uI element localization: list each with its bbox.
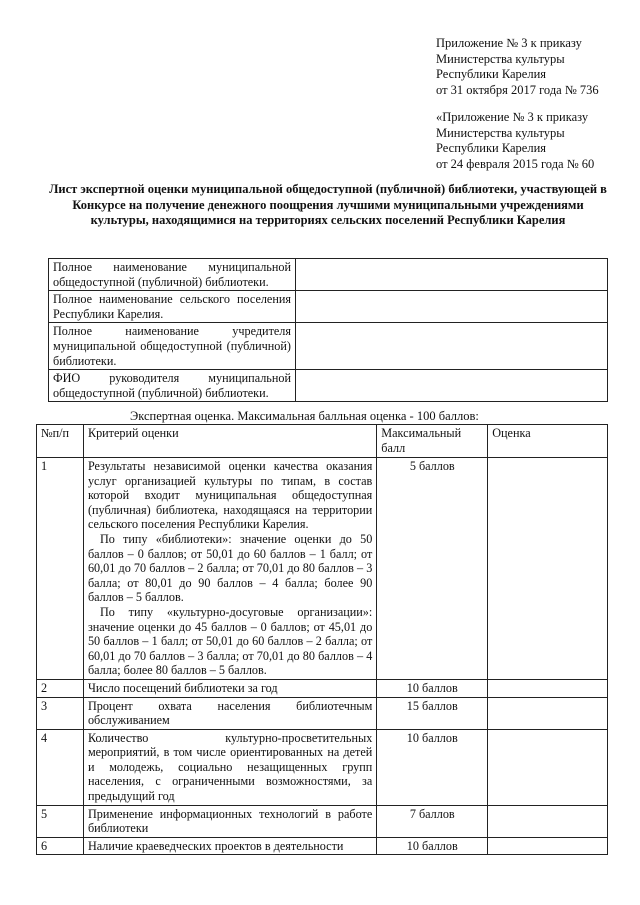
- criteria-table: [36, 424, 608, 855]
- criterion-paragraph: По типу «культурно-досуговые организации»: значение оценки до 45 баллов – 0 баллов; от 45,01 до 50 баллов – 1 балл; от 50,01 до 60 баллов – 2 балла; от 60,01 до 70 баллов – 3 балла; от 70,01 до 80 баллов – 4 балла; более 80 баллов – 5 баллов.: [87, 604, 373, 678]
- max-score: 10 баллов: [377, 729, 488, 805]
- max-score: 5 баллов: [377, 458, 488, 680]
- appendix-line: от 31 октября 2017 года № 736: [436, 82, 599, 97]
- max-score: 7 баллов: [377, 805, 488, 837]
- max-score: 15 баллов: [377, 697, 488, 729]
- appendix-previous-order: [436, 110, 594, 172]
- row-number: 1: [37, 458, 84, 680]
- table-row: [37, 458, 608, 680]
- score-input[interactable]: [488, 458, 608, 680]
- appendix-line: Министерства культуры: [436, 51, 565, 66]
- appendix-line: Приложение № 3 к приказу: [436, 36, 582, 50]
- criterion-paragraph: По типу «библиотеки»: значение оценки до 50 баллов – 0 баллов; от 50,01 до 60 баллов – 1 балл; от 60,01 до 70 баллов – 2 балла; от 70,01 до 80 баллов – 3 балла; от 80,01 до 90 баллов – 4 балла; более 90 баллов – 5 баллов.: [87, 531, 373, 605]
- table-row: [37, 729, 608, 805]
- header-max-score: Максимальный балл: [377, 425, 488, 458]
- info-value-field[interactable]: [296, 323, 608, 370]
- table-row: [37, 805, 608, 837]
- info-value-field[interactable]: [296, 259, 608, 291]
- row-number: 4: [37, 729, 84, 805]
- score-input[interactable]: [488, 805, 608, 837]
- document-title: Лист экспертной оценки муниципальной общедоступной (публичной) библиотеки, участвующей в Конкурсе на получение денежного поощрения лучшими муниципальными учреждениями культуры, находящимися на территориях сельских поселений Республики Карелия: [49, 182, 607, 227]
- score-input[interactable]: [488, 729, 608, 805]
- table-row: [37, 697, 608, 729]
- score-input[interactable]: [488, 697, 608, 729]
- score-input[interactable]: [488, 837, 608, 855]
- row-number: 3: [37, 697, 84, 729]
- criterion-text: Наличие краеведческих проектов в деятельности: [83, 837, 376, 855]
- info-label: Полное наименование учредителя муниципальной общедоступной (публичной) библиотеки.: [49, 323, 296, 370]
- row-number: 2: [37, 679, 84, 697]
- info-label: Полное наименование муниципальной общедоступной (публичной) библиотеки.: [49, 259, 296, 291]
- header-criterion: Критерий оценки: [83, 425, 376, 458]
- table-header-row: [37, 425, 608, 458]
- row-number: 5: [37, 805, 84, 837]
- criterion-text: Применение информационных технологий в работе библиотеки: [83, 805, 376, 837]
- appendix-line: от 24 февраля 2015 года № 60: [436, 156, 595, 171]
- appendix-line: Республики Карелия: [436, 141, 547, 155]
- table-row: [49, 370, 608, 402]
- table-row: [49, 259, 608, 291]
- info-label: ФИО руководителя муниципальной общедоступной (публичной) библиотеки.: [49, 370, 296, 402]
- criterion-text: Количество культурно-просветительных мероприятий, в том числе ориентированных на детей и молодежь, социально незащищенных групп населения, с ограниченными возможностями, за предыдущий год: [83, 729, 376, 805]
- table-row: [37, 679, 608, 697]
- header-score: Оценка: [488, 425, 608, 458]
- table-row: [49, 291, 608, 323]
- criterion-text: Процент охвата населения библиотечным обслуживанием: [83, 697, 376, 729]
- criterion-text: [83, 458, 376, 680]
- appendix-line: «Приложение № 3 к приказу: [436, 110, 589, 124]
- max-score: 10 баллов: [377, 679, 488, 697]
- info-label: Полное наименование сельского поселения Республики Карелия.: [49, 291, 296, 323]
- max-score: 10 баллов: [377, 837, 488, 855]
- table-row: [49, 323, 608, 370]
- criterion-paragraph: Результаты независимой оценки качества оказания услуг организацией культуры по типам, в состав которой входит муниципальная общедоступная (публичная) библиотека, находящаяся на территории сельского поселения Республики Карелия.: [87, 459, 373, 532]
- library-info-table: [48, 258, 608, 402]
- appendix-current-order: [436, 36, 599, 98]
- header-num: №п/п: [37, 425, 84, 458]
- score-caption: Экспертная оценка. Максимальная балльная оценка - 100 баллов:: [130, 409, 479, 423]
- appendix-line: Министерства культуры: [436, 125, 565, 140]
- table-row: [37, 837, 608, 855]
- info-value-field[interactable]: [296, 370, 608, 402]
- info-value-field[interactable]: [296, 291, 608, 323]
- criterion-text: Число посещений библиотеки за год: [83, 679, 376, 697]
- score-input[interactable]: [488, 679, 608, 697]
- row-number: 6: [37, 837, 84, 855]
- appendix-line: Республики Карелия: [436, 67, 547, 81]
